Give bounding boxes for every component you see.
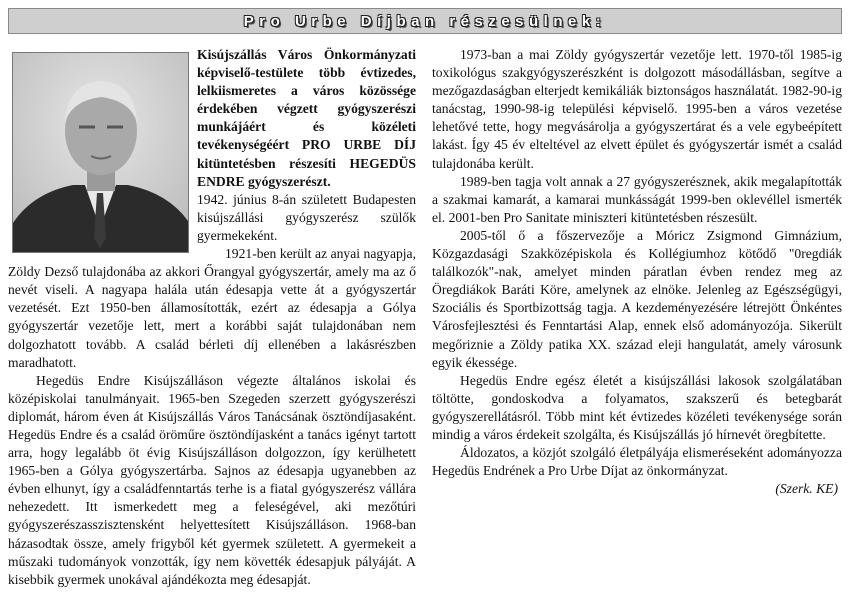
portrait-photo bbox=[12, 52, 189, 253]
closing-paragraph: Áldozatos, a közjót szolgáló életpályája elismeréseként adományozza Hegedüs Endrének a Pro Urbe Díjat az önkormányzat. bbox=[432, 445, 842, 479]
alumni-2005-paragraph: 2005-től ő a főszervezője a Móricz Zsigmond Gimnázium, Közgazdasági Szakközépiskola és Kollégiumhoz kötődő "0regdiák találkozók"-nak, amelyet minden páratlan évben rendez meg az Öregdiákok Baráti Köre, amelynek az elnöke. Jelenleg az Egészségügyi, Szociális és Sportbizottság tagja. A kezdeményezésére létrejött Önkéntes Városfejlesztési és Fenntartási Alap, ennek első adományozója. Sikerült megőriznie a Zöldy patika XX. század eleji hangulatát, amely városunk egyik ékessége. bbox=[432, 227, 842, 370]
portrait-image bbox=[13, 53, 188, 252]
grandparents-paragraph: 1921-ben került az anyai nagyapja, Zöldy Dezső tulajdonába az akkori Őrangyal gyógyszertár, amely ma az ő nevét viseli. A nagyapa halála után édesapja vette át a gyógyszertár vezetését. Ezt 1950-ben államosították, ezért az édesapja a Gólya gyógyszertár vezetője lett, mert a korábbi saját tulajdonában nem dolgozhatott tovább. A család bérleti díj ellenében a lakásrészben maradhatott. bbox=[8, 246, 416, 370]
career-1973-paragraph: 1973-ban a mai Zöldy gyógyszertár vezetője lett. 1970-től 1985-ig toxikológus szakgyógyszerészként is dolgozott másodállásban, segítve a mezőgazdaságban elterjedt kemikáliák biztonságos használatát. 1982-90-ig tanácstag, 1990-98-ig települési képviselő. 1995-ben a város vezetése lehetővé tette, hogy megvásárolja a gyógyszertárat és a vele egybeépített lakást. Így 45 év elteltével az elvett épület és gyógyszertár ismét a család tulajdonába került. bbox=[432, 47, 842, 171]
article-banner bbox=[8, 8, 842, 34]
service-paragraph: Hegedüs Endre egész életét a kisújszállási lakosok szolgálatában töltötte, gondoskodva a folyamatos, szakszerű és betegbarát gyógyszerellátásról. Több mint két évtizedes közéleti tevékenysége során mindig a város érdekeit szolgálta, és Kisújszállás jó hírnevét öregbítette. bbox=[432, 372, 842, 442]
editor-signature: (Szerk. KE) bbox=[775, 481, 838, 497]
birth-paragraph: 1942. június 8-án született Budapesten kisújszállási gyógyszerész szülők gyermekeként. bbox=[197, 191, 416, 243]
chamber-1989-paragraph: 1989-ben tagja volt annak a 27 gyógyszerésznek, akik megalapították a szakmai kamarát, a kamarai munkásságát 1999-ben oklevéllel ismerték el. 2001-ben Pro Sanitate miniszteri kitüntetésben részesült. bbox=[432, 173, 842, 225]
intro-paragraph: Kisújszállás Város Önkormányzati képviselő-testülete több évtizedes, lelkiismeretes a város közössége érdekében végzett gyógyszerészi munkájáért és közéleti tevékenységéért PRO URBE DÍJ kitüntetésben részesíti HEGEDÜS ENDRE gyógyszerészt. bbox=[197, 47, 416, 189]
left-column bbox=[8, 46, 416, 589]
right-column bbox=[432, 46, 842, 498]
education-paragraph: Hegedüs Endre Kisújszálláson végezte általános iskolai és középiskolai tanulmányait. 1965-ben Szegeden szerzett gyógyszerészi diplomát, három éven át Kisújszállás Város Tanácsának ösztöndíjasaként. Hegedüs Endre és a család öröműre ösztöndíjasként a tanács igényt tartott arra, hogy legalább öt évig Kisújszálláson dolgozzon, így kerülhetett 1965-ben a Gólya gyógyszertárba. Sajnos az édesapja ugyanebben az évben elhunyt, így a családfenntartás terhe is a fiatal gyógyszerész vállára nehezedett. Itt ismerkedett meg a feleségével, aki mezőtúri gyógyszerészasszisztensként helyettesített Kisújszálláson. 1968-ban házasodtak össze, amely frigyből két gyermek született. A gyermekeit a műszaki tudományok vonzották, így nem követték édesapjuk pályáját. A kisebbik gyermek unokával ajándékozta meg édesapját. bbox=[8, 372, 416, 587]
banner-title: Pro Urbe Díjban részesülnek: bbox=[243, 12, 607, 30]
